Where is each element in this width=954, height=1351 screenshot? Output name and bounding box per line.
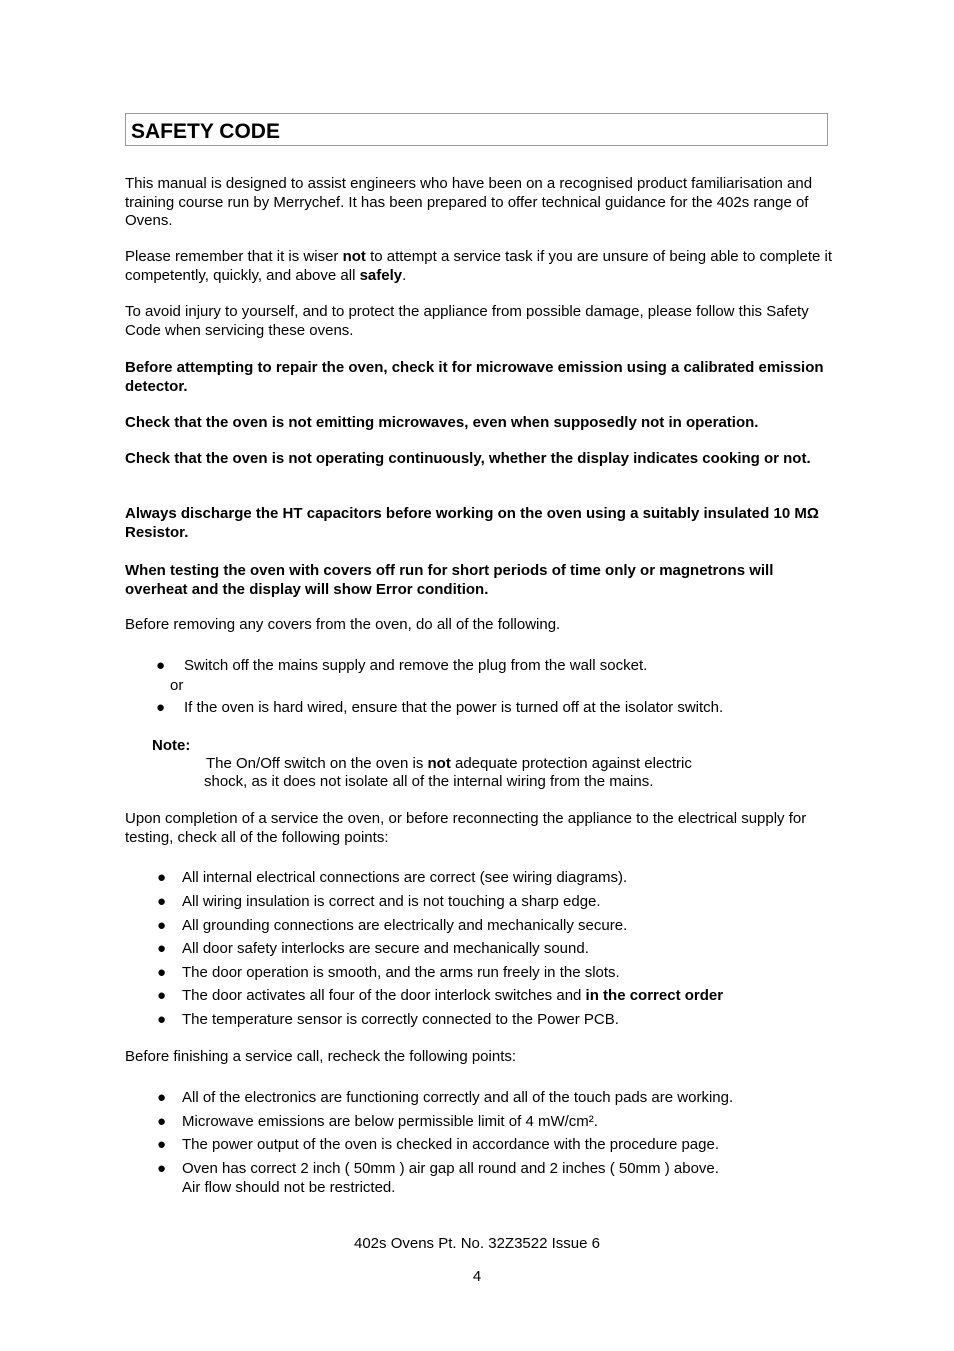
note-text-1: The On/Off switch on the oven is — [206, 755, 428, 772]
footer-document-id: 402s Ovens Pt. No. 32Z3522 Issue 6 — [354, 1235, 600, 1252]
check-item-bold: in the correct order — [585, 987, 724, 1004]
check-item: All internal electrical connections are correct (see wiring diagrams). — [182, 869, 628, 886]
check-item-text: The door activates all four of the door interlock switches and — [182, 987, 586, 1004]
warning-discharge: Always discharge the HT capacitors before working on the oven using a suitably insulated 10 MΩ Resistor. — [125, 505, 819, 541]
power-item: If the oven is hard wired, ensure that the power is turned off at the isolator switch. — [184, 699, 724, 716]
check-item — [182, 987, 723, 1006]
final-item-continuation: Air flow should not be restricted. — [182, 1179, 396, 1196]
before-finishing-paragraph: Before finishing a service call, recheck the following points: — [125, 1048, 517, 1065]
section-title: SAFETY CODE — [131, 120, 280, 143]
bullet: ● — [157, 1089, 167, 1106]
before-removing-paragraph: Before removing any covers from the oven, do all of the following. — [125, 616, 561, 633]
check-item: All grounding connections are electrically and mechanically secure. — [182, 917, 628, 934]
bullet: ● — [156, 699, 166, 716]
note-label: Note: — [152, 737, 191, 754]
note-not: not — [427, 755, 451, 772]
final-item: Microwave emissions are below permissible limit of 4 mW/cm². — [182, 1113, 598, 1130]
note-text-2: adequate protection against electric — [450, 755, 692, 772]
check-item: The door operation is smooth, and the arms run freely in the slots. — [182, 964, 620, 981]
check-item: All door safety interlocks are secure and mechanically sound. — [182, 940, 589, 957]
bullet: ● — [157, 964, 167, 981]
remember-safely: safely — [359, 266, 403, 284]
check-item: The temperature sensor is correctly connected to the Power PCB. — [182, 1011, 619, 1028]
bullet: ● — [157, 893, 167, 910]
warning-continuous: Check that the oven is not operating continuously, whether the display indicates cooking or not. — [125, 450, 811, 467]
remember-not: not — [342, 248, 366, 265]
or-text: or — [170, 677, 184, 694]
intro-paragraph: This manual is designed to assist engineers who have been on a recognised product familiarisation and training course run by Merrychef. It has been prepared to offer technical guidance for the 402s range of Ovens. — [125, 175, 813, 229]
bullet: ● — [157, 1136, 167, 1153]
bullet: ● — [157, 917, 167, 934]
completion-paragraph: Upon completion of a service the oven, or before reconnecting the appliance to the electrical supply for testing, check all of the following points: — [125, 810, 807, 846]
warning-not-emitting: Check that the oven is not emitting microwaves, even when supposedly not in operation. — [125, 414, 759, 431]
note-line-2: shock, as it does not isolate all of the internal wiring from the mains. — [204, 773, 654, 790]
bullet: ● — [157, 1011, 167, 1028]
check-item: All wiring insulation is correct and is not touching a sharp edge. — [182, 893, 601, 910]
final-item: All of the electronics are functioning correctly and all of the touch pads are working. — [182, 1089, 734, 1106]
avoid-paragraph: To avoid injury to yourself, and to protect the appliance from possible damage, please follow this Safety Code when servicing these ovens. — [125, 303, 809, 339]
page-number: 4 — [472, 1268, 482, 1285]
final-item: Oven has correct 2 inch ( 50mm ) air gap all round and 2 inches ( 50mm ) above. — [182, 1160, 719, 1177]
section-title-box — [125, 113, 828, 146]
note-line-1 — [206, 755, 692, 774]
warning-emission-check: Before attempting to repair the oven, check it for microwave emission using a calibrated emission detector. — [125, 359, 824, 395]
bullet: ● — [157, 1160, 167, 1177]
bullet: ● — [157, 1113, 167, 1130]
remember-text-3: . — [402, 266, 407, 284]
final-item: The power output of the oven is checked in accordance with the procedure page. — [182, 1136, 720, 1153]
bullet: ● — [156, 657, 166, 674]
warning-testing: When testing the oven with covers off run for short periods of time only or magnetrons will overheat and the display will show Error condition. — [125, 562, 774, 598]
remember-text-1: Please remember that it is wiser — [125, 248, 343, 265]
remember-paragraph — [125, 248, 835, 285]
bullet: ● — [157, 987, 167, 1004]
bullet: ● — [157, 869, 167, 886]
remember-text-2: to attempt a service task if you are unsure of being able to complete it competently, quickly, and above all — [125, 248, 832, 284]
bullet: ● — [157, 940, 167, 957]
power-item: Switch off the mains supply and remove the plug from the wall socket. — [184, 657, 648, 674]
